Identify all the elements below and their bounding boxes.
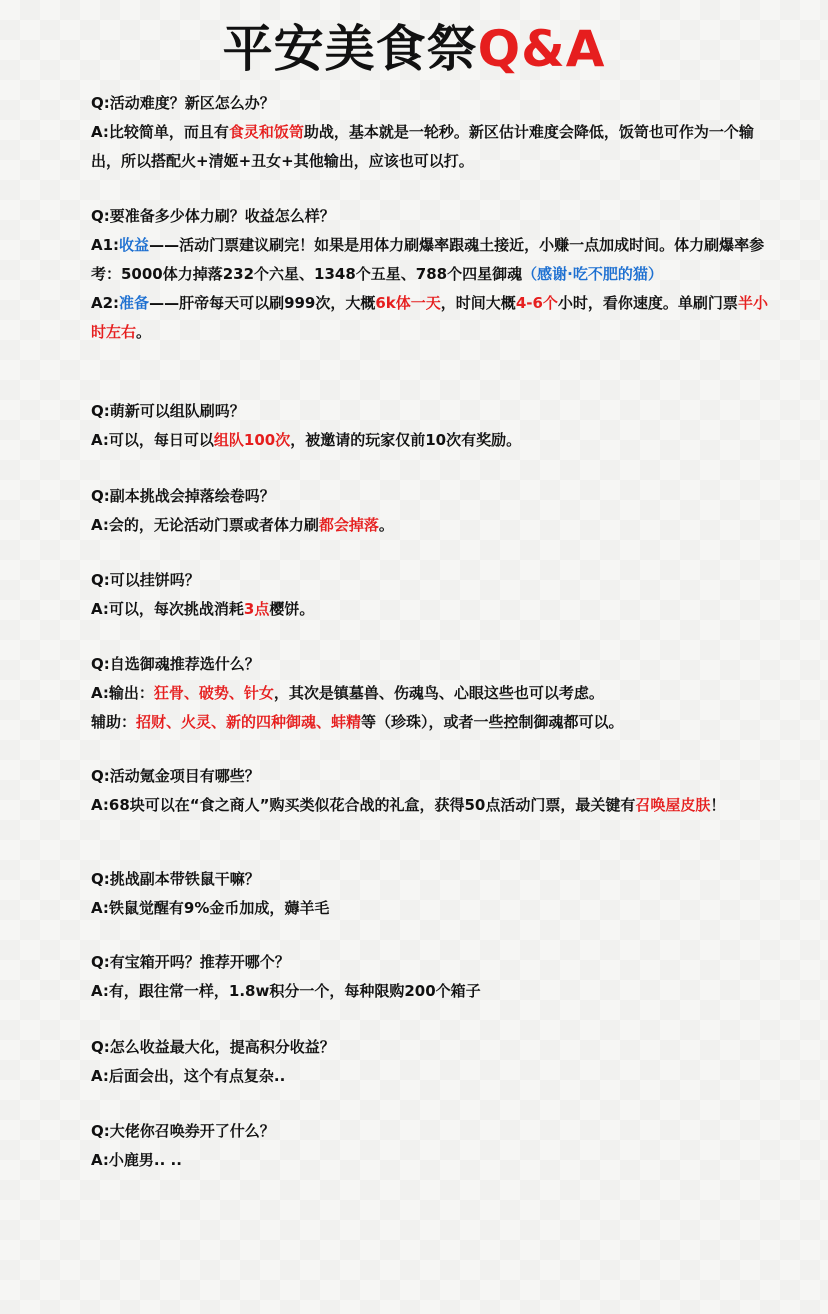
qa-block-difficulty [91, 89, 771, 176]
answer: A:可以，每日可以组队100次，被邀请的玩家仅前10次有奖励。 [91, 431, 522, 449]
title-main: 平安美食祭 [222, 20, 478, 78]
qa-block-auto [91, 566, 771, 624]
answer: A:68块可以在“食之商人”购买类似花合战的礼盒，获得50点活动门票，最关键有召唤屋皮肤！ [91, 796, 726, 814]
answer: A:比较简单，而且有食灵和饭笥助战，基本就是一轮秒。新区估计难度会降低，饭笥也可作为一个输出，所以搭配火+清姬+丑女+其他输出，应该也可以打。 [91, 123, 754, 170]
question: Q:可以挂饼吗？ [91, 571, 200, 589]
qa-block-team [91, 397, 771, 455]
question: Q:萌新可以组队刷吗？ [91, 402, 245, 420]
answer-a1: A1:收益——活动门票建议刷完！如果是用体力刷爆率跟魂土接近，小赚一点加成时间。体力刷爆率参考：5000体力掉落232个六星、1348个五星、788个四星御魂（感谢·吃不肥的猫） [91, 236, 765, 283]
question: Q:副本挑战会掉落绘卷吗？ [91, 487, 275, 505]
question: Q:大佬你召唤券开了什么？ [91, 1122, 275, 1140]
answer: A:铁鼠觉醒有9%金币加成，薅羊毛 [91, 899, 330, 917]
page-title [0, 14, 828, 84]
question: Q:有宝箱开吗？推荐开哪个？ [91, 953, 290, 971]
qa-block-summon [91, 1117, 771, 1175]
qa-block-maximize [91, 1033, 771, 1091]
question: Q:挑战副本带铁鼠干嘛？ [91, 870, 260, 888]
qa-block-scroll-drop [91, 482, 771, 540]
answer: A:有，跟往常一样，1.8w积分一个，每种限购200个箱子 [91, 982, 481, 1000]
qa-block-stamina [91, 202, 771, 347]
answer-support: 辅助：招财、火灵、新的四种御魂、蚌精等（珍珠），或者一些控制御魂都可以。 [91, 713, 624, 731]
question: Q:活动氪金项目有哪些？ [91, 767, 260, 785]
question: Q:活动难度？新区怎么办？ [91, 94, 275, 112]
answer-output: A:输出：狂骨、破势、针女，其次是镇墓兽、伤魂鸟、心眼这些也可以考虑。 [91, 684, 604, 702]
answer: A:可以，每次挑战消耗3点樱饼。 [91, 600, 315, 618]
qa-block-rat [91, 865, 771, 923]
qa-block-chest [91, 948, 771, 1006]
qa-block-purchase [91, 762, 771, 820]
answer: A:小鹿男.. .. [91, 1151, 182, 1169]
answer-a2: A2:准备——肝帝每天可以刷999次，大概6k体一天，时间大概4-6个小时，看你速度。单刷门票半小时左右。 [91, 294, 768, 341]
question: Q:自选御魂推荐选什么？ [91, 655, 260, 673]
question: Q:怎么收益最大化，提高积分收益？ [91, 1038, 335, 1056]
title-accent: Q&A [477, 20, 606, 78]
question: Q:要准备多少体力刷？收益怎么样？ [91, 207, 335, 225]
answer: A:会的，无论活动门票或者体力刷都会掉落。 [91, 516, 394, 534]
answer: A:后面会出，这个有点复杂.. [91, 1067, 286, 1085]
qa-block-soul-pick [91, 650, 771, 737]
